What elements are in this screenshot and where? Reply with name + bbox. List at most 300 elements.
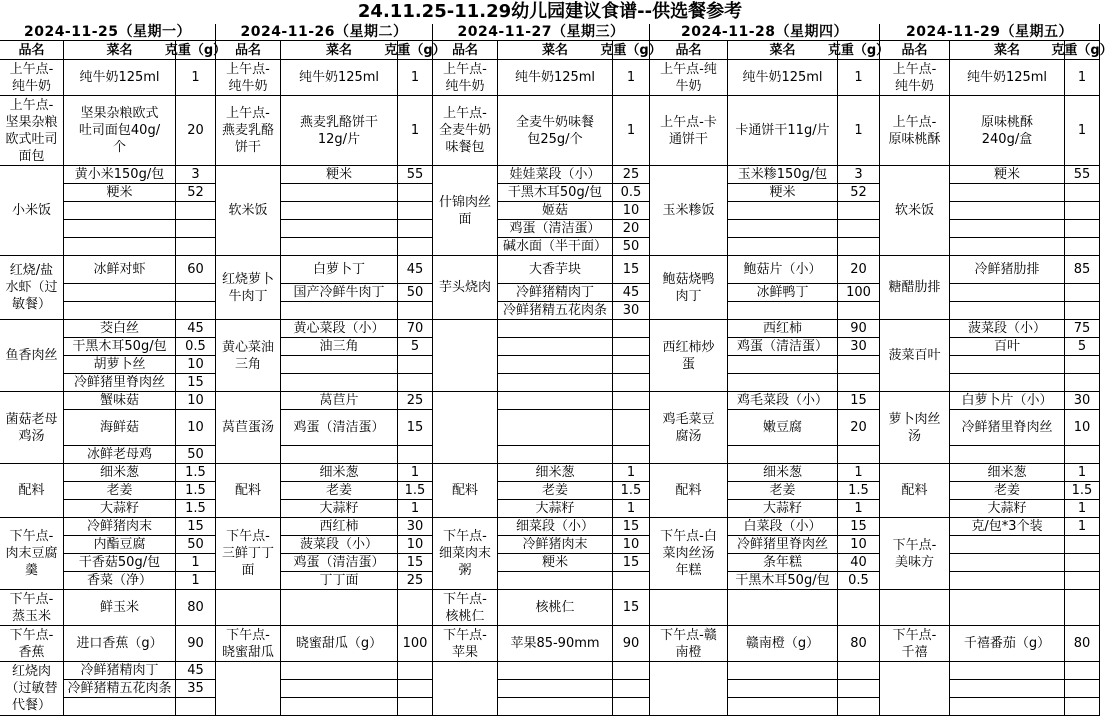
column-header-cai: 菜名 bbox=[950, 41, 1065, 60]
weight-cell: 1 bbox=[838, 96, 880, 166]
dish-name-cell: 糖醋肋排 bbox=[880, 256, 950, 320]
weight-cell: 1 bbox=[613, 500, 650, 518]
weight-cell bbox=[176, 238, 216, 256]
weight-cell bbox=[1065, 202, 1100, 220]
weight-cell: 1 bbox=[1065, 518, 1100, 536]
column-header-cai: 菜名 bbox=[498, 41, 613, 60]
ingredient-cell: 黄小米150g/包 bbox=[64, 166, 176, 184]
weight-cell: 50 bbox=[398, 284, 433, 302]
weight-cell: 52 bbox=[838, 184, 880, 202]
weight-cell: 30 bbox=[613, 302, 650, 320]
weight-cell: 10 bbox=[613, 536, 650, 554]
weight-cell: 1 bbox=[1065, 60, 1100, 96]
ingredient-cell: 大蒜籽 bbox=[498, 500, 613, 518]
dish-name-cell: 下午点- 晓蜜甜瓜 bbox=[216, 626, 281, 662]
ingredient-cell bbox=[281, 680, 398, 698]
weight-cell: 1 bbox=[613, 96, 650, 166]
day-date-header: 2024-11-25（星期一） bbox=[0, 24, 216, 41]
ingredient-cell: 细米葱 bbox=[950, 464, 1065, 482]
ingredient-cell: 老姜 bbox=[728, 482, 838, 500]
weight-cell: 1 bbox=[838, 464, 880, 482]
weight-cell: 25 bbox=[613, 166, 650, 184]
ingredient-cell bbox=[728, 680, 838, 698]
weight-cell: 50 bbox=[613, 238, 650, 256]
weight-cell: 10 bbox=[1065, 410, 1100, 446]
ingredient-cell: 菠菜段（小） bbox=[950, 320, 1065, 338]
weight-cell: 1 bbox=[398, 464, 433, 482]
ingredient-cell: 鸡蛋（清洁蛋） bbox=[498, 220, 613, 238]
weight-cell: 3 bbox=[838, 166, 880, 184]
ingredient-cell: 大香芋块 bbox=[498, 256, 613, 284]
weight-cell: 1 bbox=[838, 60, 880, 96]
weight-cell: 85 bbox=[1065, 256, 1100, 284]
weight-cell: 30 bbox=[1065, 392, 1100, 410]
ingredient-cell: 白萝卜丁 bbox=[281, 256, 398, 284]
ingredient-cell bbox=[950, 202, 1065, 220]
ingredient-cell bbox=[950, 662, 1065, 680]
ingredient-cell: 蟹味菇 bbox=[64, 392, 176, 410]
weight-cell: 45 bbox=[398, 256, 433, 284]
weight-cell bbox=[398, 356, 433, 374]
weight-cell: 1 bbox=[613, 464, 650, 482]
weight-cell: 1 bbox=[398, 60, 433, 96]
weight-cell bbox=[176, 698, 216, 716]
weight-cell: 1.5 bbox=[613, 482, 650, 500]
dish-name-cell: 上午点-纯 牛奶 bbox=[650, 60, 728, 96]
weight-cell: 45 bbox=[176, 662, 216, 680]
ingredient-cell: 粳米 bbox=[498, 554, 613, 572]
ingredient-cell: 坚果杂粮欧式 吐司面包40g/ 个 bbox=[64, 96, 176, 166]
ingredient-cell bbox=[950, 698, 1065, 716]
weight-cell bbox=[1065, 590, 1100, 626]
ingredient-cell: 细米葱 bbox=[498, 464, 613, 482]
dish-name-cell: 上午点- 纯牛奶 bbox=[880, 60, 950, 96]
ingredient-cell bbox=[728, 374, 838, 392]
ingredient-cell: 白菜段（小） bbox=[728, 518, 838, 536]
ingredient-cell: 纯牛奶125ml bbox=[498, 60, 613, 96]
dish-name-cell: 下午点- 蒸玉米 bbox=[0, 590, 64, 626]
column-header-ke: 克重（g） bbox=[613, 41, 650, 60]
weight-cell: 10 bbox=[176, 356, 216, 374]
ingredient-cell: 冷鲜猪肉末 bbox=[498, 536, 613, 554]
weight-cell: 10 bbox=[398, 536, 433, 554]
weight-cell bbox=[398, 446, 433, 464]
ingredient-cell bbox=[281, 202, 398, 220]
ingredient-cell bbox=[281, 238, 398, 256]
dish-name-cell: 下午点- 香蕉 bbox=[0, 626, 64, 662]
dish-name-cell: 鸡毛菜豆 腐汤 bbox=[650, 392, 728, 464]
dish-name-cell: 红烧萝卜 牛肉丁 bbox=[216, 256, 281, 320]
dish-name-cell: 菠菜百叶 bbox=[880, 320, 950, 392]
ingredient-cell bbox=[64, 238, 176, 256]
dish-name-cell: 上午点- 纯牛奶 bbox=[216, 60, 281, 96]
weight-cell bbox=[838, 446, 880, 464]
ingredient-cell: 粳米 bbox=[281, 166, 398, 184]
weight-cell bbox=[1065, 302, 1100, 320]
weight-cell bbox=[176, 220, 216, 238]
weight-cell: 10 bbox=[176, 392, 216, 410]
dish-name-cell: 红烧肉 （过敏替 代餐） bbox=[0, 662, 64, 716]
ingredient-cell bbox=[281, 698, 398, 716]
ingredient-cell: 千禧番茄（g） bbox=[950, 626, 1065, 662]
weight-cell: 1 bbox=[398, 96, 433, 166]
ingredient-cell: 玉米糁150g/包 bbox=[728, 166, 838, 184]
weight-cell: 1 bbox=[1065, 464, 1100, 482]
ingredient-cell bbox=[281, 590, 398, 626]
dish-name-cell: 黄心菜油 三角 bbox=[216, 320, 281, 392]
ingredient-cell: 冰鲜老母鸡 bbox=[64, 446, 176, 464]
dish-name-cell bbox=[880, 662, 950, 716]
dish-name-cell bbox=[216, 662, 281, 716]
weight-cell bbox=[398, 238, 433, 256]
weight-cell: 90 bbox=[176, 626, 216, 662]
weight-cell bbox=[613, 320, 650, 338]
weight-cell: 15 bbox=[613, 256, 650, 284]
dish-name-cell: 什锦肉丝 面 bbox=[433, 166, 498, 256]
ingredient-cell bbox=[950, 446, 1065, 464]
weight-cell bbox=[613, 572, 650, 590]
weight-cell: 1.5 bbox=[838, 482, 880, 500]
ingredient-cell bbox=[498, 338, 613, 356]
ingredient-cell: 干黑木耳50g/包 bbox=[64, 338, 176, 356]
dish-name-cell: 软米饭 bbox=[880, 166, 950, 256]
ingredient-cell bbox=[281, 302, 398, 320]
ingredient-cell bbox=[950, 554, 1065, 572]
ingredient-cell: 干黑木耳50g/包 bbox=[498, 184, 613, 202]
ingredient-cell: 大蒜籽 bbox=[64, 500, 176, 518]
weight-cell: 1 bbox=[613, 60, 650, 96]
ingredient-cell bbox=[498, 356, 613, 374]
ingredient-cell: 燕麦乳酪饼干 12g/片 bbox=[281, 96, 398, 166]
ingredient-cell bbox=[728, 698, 838, 716]
weight-cell bbox=[838, 590, 880, 626]
ingredient-cell: 条年糕 bbox=[728, 554, 838, 572]
ingredient-cell: 纯牛奶125ml bbox=[728, 60, 838, 96]
ingredient-cell bbox=[950, 536, 1065, 554]
weight-cell: 0.5 bbox=[176, 338, 216, 356]
dish-name-cell: 菌菇老母 鸡汤 bbox=[0, 392, 64, 464]
ingredient-cell bbox=[64, 220, 176, 238]
weight-cell: 1 bbox=[1065, 500, 1100, 518]
column-header-pin: 品名 bbox=[216, 41, 281, 60]
weight-cell: 25 bbox=[398, 392, 433, 410]
ingredient-cell bbox=[64, 202, 176, 220]
ingredient-cell: 白萝卜片（小） bbox=[950, 392, 1065, 410]
ingredient-cell: 粳米 bbox=[950, 166, 1065, 184]
weight-cell: 20 bbox=[838, 410, 880, 446]
weight-cell: 1 bbox=[1065, 96, 1100, 166]
weight-cell: 45 bbox=[613, 284, 650, 302]
weight-cell: 52 bbox=[176, 184, 216, 202]
ingredient-cell bbox=[728, 662, 838, 680]
dish-name-cell: 下午点-白 菜肉丝汤 年糕 bbox=[650, 518, 728, 590]
ingredient-cell bbox=[498, 680, 613, 698]
ingredient-cell: 油三角 bbox=[281, 338, 398, 356]
weight-cell: 15 bbox=[398, 554, 433, 572]
ingredient-cell: 鸡蛋（清洁蛋） bbox=[281, 554, 398, 572]
dish-name-cell: 配料 bbox=[216, 464, 281, 518]
day-date-header: 2024-11-27（星期三） bbox=[433, 24, 650, 41]
ingredient-cell: 干香菇50g/包 bbox=[64, 554, 176, 572]
dish-name-cell: 萝卜肉丝 汤 bbox=[880, 392, 950, 464]
dish-name-cell: 配料 bbox=[433, 464, 498, 518]
dish-name-cell: 下午点- 千禧 bbox=[880, 626, 950, 662]
weight-cell bbox=[398, 590, 433, 626]
ingredient-cell bbox=[498, 320, 613, 338]
weight-cell: 1.5 bbox=[176, 500, 216, 518]
ingredient-cell: 莴苣片 bbox=[281, 392, 398, 410]
ingredient-cell: 老姜 bbox=[950, 482, 1065, 500]
ingredient-cell: 原味桃酥 240g/盒 bbox=[950, 96, 1065, 166]
ingredient-cell bbox=[498, 374, 613, 392]
ingredient-cell: 冷鲜猪精肉丁 bbox=[64, 662, 176, 680]
ingredient-cell bbox=[281, 446, 398, 464]
ingredient-cell: 鲜玉米 bbox=[64, 590, 176, 626]
dish-name-cell: 鲍菇烧鸭 肉丁 bbox=[650, 256, 728, 320]
ingredient-cell: 冰鲜对虾 bbox=[64, 256, 176, 284]
weight-cell: 1.5 bbox=[176, 464, 216, 482]
ingredient-cell: 姬菇 bbox=[498, 202, 613, 220]
weight-cell bbox=[613, 698, 650, 716]
ingredient-cell: 冷鲜猪精五花肉条 bbox=[64, 680, 176, 698]
dish-name-cell: 配料 bbox=[880, 464, 950, 518]
weight-cell: 15 bbox=[176, 374, 216, 392]
weight-cell: 0.5 bbox=[613, 184, 650, 202]
weight-cell bbox=[838, 202, 880, 220]
weight-cell: 30 bbox=[838, 338, 880, 356]
weight-cell: 5 bbox=[398, 338, 433, 356]
weight-cell bbox=[1065, 284, 1100, 302]
weight-cell: 1 bbox=[176, 572, 216, 590]
day-date-header: 2024-11-28（星期四） bbox=[650, 24, 880, 41]
dish-name-cell bbox=[433, 320, 498, 392]
dish-name-cell: 玉米糁饭 bbox=[650, 166, 728, 256]
weight-cell bbox=[838, 680, 880, 698]
weight-cell bbox=[1065, 572, 1100, 590]
weight-cell: 50 bbox=[176, 446, 216, 464]
weight-cell: 1.5 bbox=[398, 482, 433, 500]
ingredient-cell: 纯牛奶125ml bbox=[64, 60, 176, 96]
ingredient-cell: 丁丁面 bbox=[281, 572, 398, 590]
weight-cell bbox=[398, 184, 433, 202]
ingredient-cell: 大蒜籽 bbox=[950, 500, 1065, 518]
weight-cell: 20 bbox=[838, 256, 880, 284]
dish-name-cell bbox=[433, 662, 498, 716]
ingredient-cell bbox=[950, 374, 1065, 392]
ingredient-cell: 老姜 bbox=[64, 482, 176, 500]
weight-cell: 15 bbox=[838, 518, 880, 536]
column-header-pin: 品名 bbox=[880, 41, 950, 60]
ingredient-cell bbox=[728, 220, 838, 238]
column-header-ke: 克重（g） bbox=[1065, 41, 1100, 60]
weight-cell: 1 bbox=[398, 500, 433, 518]
dish-name-cell: 软米饭 bbox=[216, 166, 281, 256]
dish-name-cell: 上午点- 纯牛奶 bbox=[433, 60, 498, 96]
ingredient-cell: 黄心菜段（小） bbox=[281, 320, 398, 338]
weight-cell: 0.5 bbox=[838, 572, 880, 590]
dish-name-cell: 下午点- 核桃仁 bbox=[433, 590, 498, 626]
weight-cell bbox=[398, 220, 433, 238]
column-header-cai: 菜名 bbox=[728, 41, 838, 60]
ingredient-cell bbox=[498, 410, 613, 446]
ingredient-cell: 冷鲜猪肉末 bbox=[64, 518, 176, 536]
ingredient-cell: 冷鲜猪精五花肉条 bbox=[498, 302, 613, 320]
ingredient-cell: 茭白丝 bbox=[64, 320, 176, 338]
page-title: 24.11.25-11.29幼儿园建议食谱--供选餐参考 bbox=[357, 1, 743, 22]
ingredient-cell bbox=[498, 392, 613, 410]
weight-cell: 20 bbox=[176, 96, 216, 166]
weight-cell bbox=[1065, 662, 1100, 680]
ingredient-cell bbox=[728, 302, 838, 320]
weight-cell bbox=[1065, 356, 1100, 374]
ingredient-cell: 克/包*3个装 bbox=[950, 518, 1065, 536]
ingredient-cell bbox=[281, 662, 398, 680]
ingredient-cell: 鸡毛菜段（小） bbox=[728, 392, 838, 410]
weight-cell bbox=[838, 238, 880, 256]
dish-name-cell: 红烧/盐 水虾（过 敏餐） bbox=[0, 256, 64, 320]
ingredient-cell: 细米葱 bbox=[64, 464, 176, 482]
weight-cell bbox=[1065, 220, 1100, 238]
weight-cell bbox=[1065, 238, 1100, 256]
weight-cell bbox=[613, 662, 650, 680]
dish-name-cell: 配料 bbox=[0, 464, 64, 518]
weight-cell: 15 bbox=[613, 554, 650, 572]
weight-cell bbox=[1065, 698, 1100, 716]
ingredient-cell: 冷鲜猪精肉丁 bbox=[498, 284, 613, 302]
weight-cell: 1 bbox=[176, 554, 216, 572]
weight-cell: 55 bbox=[1065, 166, 1100, 184]
ingredient-cell: 纯牛奶125ml bbox=[281, 60, 398, 96]
weight-cell bbox=[398, 662, 433, 680]
ingredient-cell: 冷鲜猪里脊肉丝 bbox=[728, 536, 838, 554]
ingredient-cell: 香菜（净） bbox=[64, 572, 176, 590]
ingredient-cell bbox=[728, 590, 838, 626]
ingredient-cell bbox=[950, 590, 1065, 626]
ingredient-cell: 赣南橙（g） bbox=[728, 626, 838, 662]
weight-cell bbox=[176, 302, 216, 320]
weight-cell bbox=[838, 698, 880, 716]
ingredient-cell: 细菜段（小） bbox=[498, 518, 613, 536]
ingredient-cell: 苹果85-90mm bbox=[498, 626, 613, 662]
dish-name-cell: 莴苣蛋汤 bbox=[216, 392, 281, 464]
ingredient-cell: 全麦牛奶味餐 包25g/个 bbox=[498, 96, 613, 166]
weight-cell bbox=[1065, 536, 1100, 554]
weight-cell bbox=[838, 302, 880, 320]
dish-name-cell: 芋头烧肉 bbox=[433, 256, 498, 320]
weight-cell bbox=[613, 446, 650, 464]
ingredient-cell: 冷鲜猪肋排 bbox=[950, 256, 1065, 284]
dish-name-cell: 下午点- 美味方 bbox=[880, 518, 950, 590]
weight-cell: 100 bbox=[398, 626, 433, 662]
column-header-cai: 菜名 bbox=[64, 41, 176, 60]
ingredient-cell: 卡通饼干11g/片 bbox=[728, 96, 838, 166]
dish-name-cell bbox=[650, 662, 728, 716]
ingredient-cell: 冷鲜猪里脊肉丝 bbox=[950, 410, 1065, 446]
ingredient-cell: 纯牛奶125ml bbox=[950, 60, 1065, 96]
ingredient-cell: 鸡蛋（清洁蛋） bbox=[728, 338, 838, 356]
dish-name-cell: 上午点- 原味桃酥 bbox=[880, 96, 950, 166]
dish-name-cell: 配料 bbox=[650, 464, 728, 518]
weight-cell: 10 bbox=[613, 202, 650, 220]
day-date-header: 2024-11-29（星期五） bbox=[880, 24, 1100, 41]
weight-cell: 30 bbox=[398, 518, 433, 536]
ingredient-cell: 细米葱 bbox=[728, 464, 838, 482]
weight-cell: 80 bbox=[176, 590, 216, 626]
weight-cell: 3 bbox=[176, 166, 216, 184]
weight-cell: 15 bbox=[398, 410, 433, 446]
ingredient-cell bbox=[728, 356, 838, 374]
weight-cell: 45 bbox=[176, 320, 216, 338]
ingredient-cell bbox=[950, 302, 1065, 320]
dish-name-cell: 下午点-赣 南橙 bbox=[650, 626, 728, 662]
ingredient-cell bbox=[281, 374, 398, 392]
weight-cell: 15 bbox=[176, 518, 216, 536]
weight-cell: 20 bbox=[613, 220, 650, 238]
ingredient-cell bbox=[950, 220, 1065, 238]
ingredient-cell: 粳米 bbox=[728, 184, 838, 202]
weight-cell bbox=[398, 202, 433, 220]
ingredient-cell bbox=[728, 238, 838, 256]
dish-name-cell: 下午点- 苹果 bbox=[433, 626, 498, 662]
column-header-ke: 克重（g） bbox=[838, 41, 880, 60]
ingredient-cell: 进口香蕉（g） bbox=[64, 626, 176, 662]
weight-cell bbox=[1065, 374, 1100, 392]
weight-cell bbox=[176, 284, 216, 302]
column-header-pin: 品名 bbox=[433, 41, 498, 60]
ingredient-cell bbox=[950, 284, 1065, 302]
ingredient-cell: 内酯豆腐 bbox=[64, 536, 176, 554]
ingredient-cell bbox=[950, 680, 1065, 698]
weight-cell: 75 bbox=[1065, 320, 1100, 338]
ingredient-cell bbox=[950, 184, 1065, 202]
weight-cell: 10 bbox=[176, 410, 216, 446]
weight-cell: 50 bbox=[176, 536, 216, 554]
weight-cell: 35 bbox=[176, 680, 216, 698]
ingredient-cell: 冰鲜鸭丁 bbox=[728, 284, 838, 302]
ingredient-cell bbox=[728, 202, 838, 220]
weight-cell bbox=[1065, 446, 1100, 464]
ingredient-cell: 老姜 bbox=[498, 482, 613, 500]
ingredient-cell: 嫩豆腐 bbox=[728, 410, 838, 446]
weight-cell bbox=[613, 338, 650, 356]
ingredient-cell: 鲍菇片（小） bbox=[728, 256, 838, 284]
ingredient-cell: 大蒜籽 bbox=[728, 500, 838, 518]
ingredient-cell: 干黑木耳50g/包 bbox=[728, 572, 838, 590]
ingredient-cell bbox=[498, 446, 613, 464]
weight-cell: 1.5 bbox=[176, 482, 216, 500]
weight-cell: 1 bbox=[838, 500, 880, 518]
dish-name-cell: 下午点- 肉末豆腐 羹 bbox=[0, 518, 64, 590]
ingredient-cell: 海鲜菇 bbox=[64, 410, 176, 446]
ingredient-cell: 娃娃菜段（小） bbox=[498, 166, 613, 184]
ingredient-cell: 碱水面（半干面） bbox=[498, 238, 613, 256]
ingredient-cell bbox=[950, 238, 1065, 256]
ingredient-cell: 大蒜籽 bbox=[281, 500, 398, 518]
weight-cell: 15 bbox=[838, 392, 880, 410]
weight-cell: 100 bbox=[838, 284, 880, 302]
weight-cell bbox=[613, 680, 650, 698]
weight-cell: 55 bbox=[398, 166, 433, 184]
weight-cell bbox=[613, 374, 650, 392]
weight-cell bbox=[398, 680, 433, 698]
ingredient-cell: 百叶 bbox=[950, 338, 1065, 356]
column-header-ke: 克重（g） bbox=[176, 41, 216, 60]
column-header-pin: 品名 bbox=[0, 41, 64, 60]
dish-name-cell: 上午点- 全麦牛奶 味餐包 bbox=[433, 96, 498, 166]
column-header-ke: 克重（g） bbox=[398, 41, 433, 60]
weight-cell: 60 bbox=[176, 256, 216, 284]
ingredient-cell bbox=[64, 698, 176, 716]
